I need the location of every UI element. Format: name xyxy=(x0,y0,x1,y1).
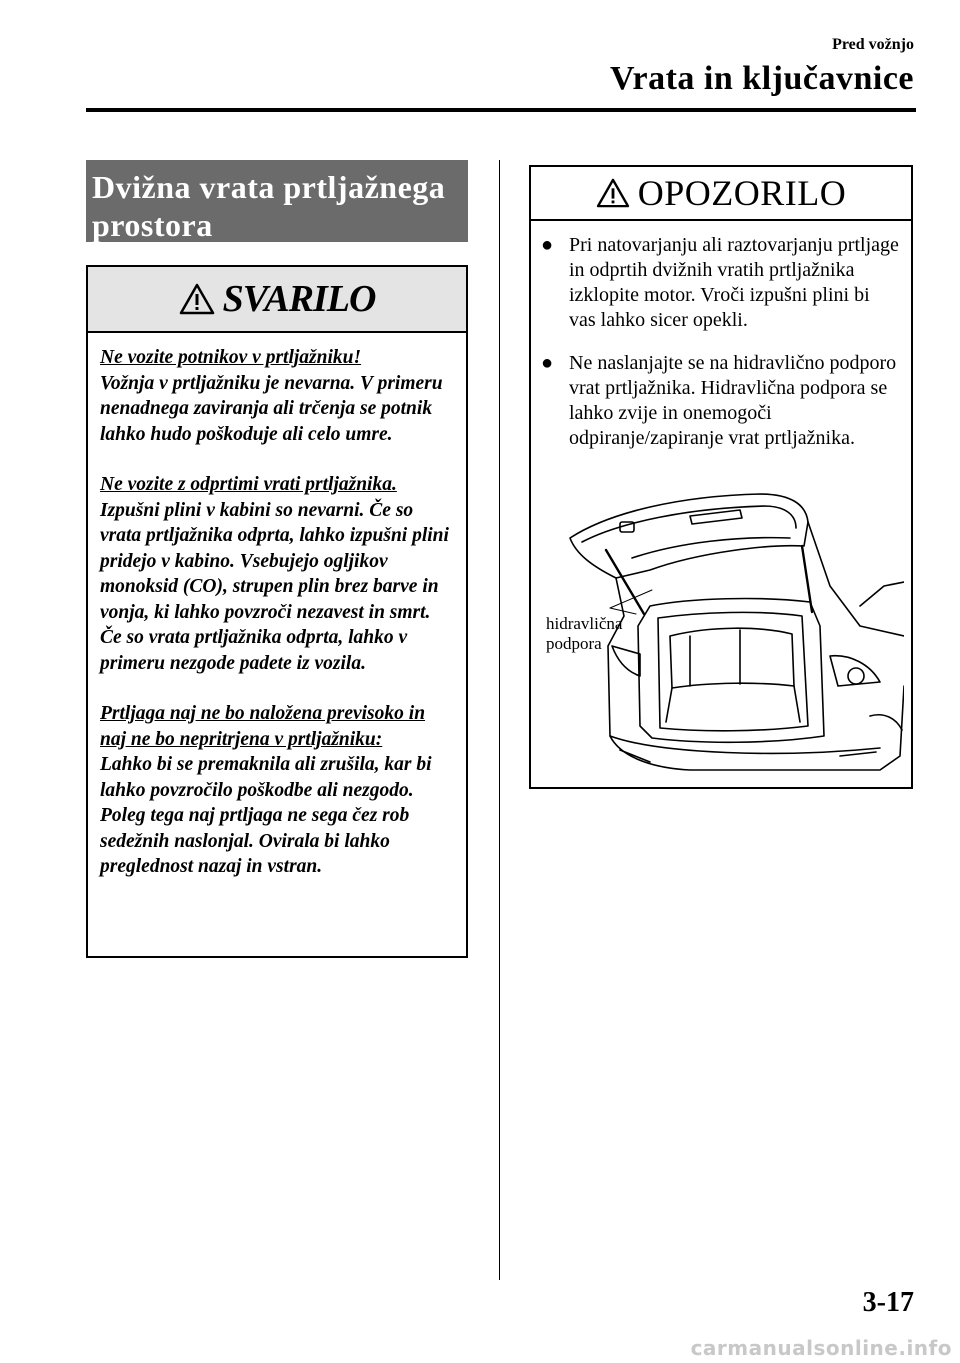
warning-paragraph xyxy=(100,472,452,676)
column-divider xyxy=(499,160,500,1280)
caution-title: OPOZORILO xyxy=(637,173,847,213)
warning-paragraph-text: Lahko bi se premaknila ali zrušila, kar bi lahko povzročilo poškodbe ali nezgodo. Poleg tega naj prtljaga ne sega čez rob sedežnih naslonjal. Ovirala bi lahko preglednost nazaj in vstran. xyxy=(100,754,432,877)
section-title xyxy=(86,160,468,242)
caution-bullet-text: Ne naslanjajte se na hidravlično podporo vrat prtljažnika. Hidravlična podpora se lahko zvije in onemogoči odpiranje/zapiranje vrat prtljažnika. xyxy=(569,352,897,449)
caution-bullet xyxy=(541,233,899,333)
warning-paragraph xyxy=(100,345,452,447)
bullet-dot-icon: ● xyxy=(541,352,554,374)
header-rule xyxy=(86,108,916,112)
warning-title: SVARILO xyxy=(222,278,376,320)
header-section: Pred vožnjo xyxy=(832,36,914,53)
warning-body xyxy=(88,333,466,880)
section-title-line2: prostora xyxy=(92,207,213,243)
section-title-line1: Dvižna vrata prtljažnega xyxy=(92,169,446,205)
watermark: carmanualsonline.info xyxy=(690,1336,952,1360)
warning-paragraph-heading: Ne vozite potnikov v prtljažniku! xyxy=(100,347,362,368)
header-chapter-title: Vrata in ključavnice xyxy=(609,60,914,97)
warning-header xyxy=(88,267,466,333)
figure-label-line2: podpora xyxy=(546,634,602,653)
warning-triangle-icon xyxy=(596,178,630,208)
warning-paragraph xyxy=(100,701,452,880)
warning-paragraph-heading: Ne vozite z odprtimi vrati prtljažnika. xyxy=(100,474,397,495)
page-number: 3-17 xyxy=(862,1287,914,1318)
warning-paragraph-text: Vožnja v prtljažniku je nevarna. V primeru nenadnega zaviranja ali trčenja se potnik lahko hudo poškoduje ali celo umre. xyxy=(100,372,443,445)
figure-label-line1: hidravlična xyxy=(546,614,623,633)
caution-bullet-text: Pri natovarjanju ali raztovarjanju prtljage in odprtih dvižnih vratih prtljažnika izklopite motor. Vroči izpušni plini bi vas lahko sicer opekli. xyxy=(569,234,899,331)
caution-header xyxy=(531,167,911,221)
warning-triangle-icon xyxy=(179,283,215,315)
bullet-dot-icon: ● xyxy=(541,234,554,256)
caution-bullet xyxy=(541,351,899,451)
warning-box xyxy=(86,265,468,958)
warning-paragraph-heading: Prtljaga naj ne bo naložena previsoko in naj ne bo nepritrjena v prtljažniku: xyxy=(100,703,426,750)
figure-label xyxy=(546,614,622,654)
warning-paragraph-text: Izpušni plini v kabini so nevarni. Če so vrata prtljažnika odprta, lahko izpušni plini pridejo v kabino. Vsebujejo ogljikov monoksid (CO), strupen plin brez barve in vonja, ki lahko povzroči nezavest in smrt. Če so vrata prtljažnika odprta, lahko v primeru nezgode padete iz vozila. xyxy=(100,499,449,674)
caution-body xyxy=(531,221,911,451)
